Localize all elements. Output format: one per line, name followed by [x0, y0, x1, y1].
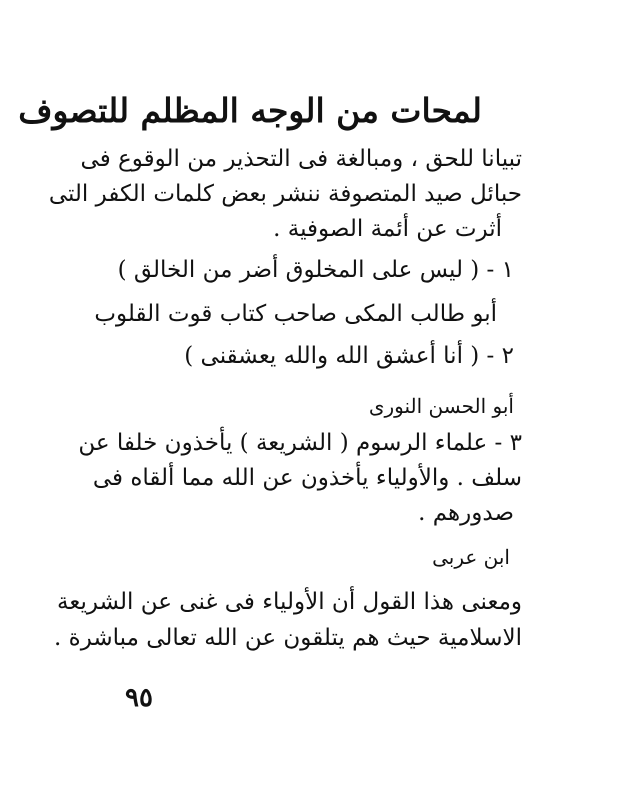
- quote-3-line-3: صدورهم .: [418, 500, 514, 526]
- page-number: ٩٥: [125, 683, 153, 713]
- quote-2-text: ٢ - ( أنا أعشق الله والله يعشقنى ): [184, 343, 514, 369]
- intro-line-2: حبائل صيد المتصوفة ننشر بعض كلمات الكفر التى: [48, 181, 522, 207]
- quote-2-author: أبو الحسن النورى: [368, 394, 514, 418]
- quote-1-text: ١ - ( ليس على المخلوق أضر من الخالق ): [117, 257, 514, 283]
- quote-3-line-1: ٣ - علماء الرسوم ( الشريعة ) يأخذون خلفا عن: [78, 430, 522, 456]
- intro-line-3: أثرت عن أئمة الصوفية .: [273, 216, 502, 242]
- quote-1-author: أبو طالب المكى صاحب كتاب قوت القلوب: [94, 301, 497, 327]
- intro-line-1: تبيانا للحق ، ومبالغة فى التحذير من الوقوع فى: [80, 146, 522, 172]
- commentary-line-2: الاسلامية حيث هم يتلقون عن الله تعالى مباشرة .: [54, 625, 522, 651]
- page-title: لمحات من الوجه المظلم للتصوف: [18, 91, 482, 130]
- commentary-line-1: ومعنى هذا القول أن الأولياء فى غنى عن الشريعة: [57, 589, 522, 615]
- quote-3-line-2: سلف . والأولياء يأخذون عن الله مما ألقاه فى: [92, 465, 522, 491]
- quote-3-author: ابن عربى: [432, 545, 510, 569]
